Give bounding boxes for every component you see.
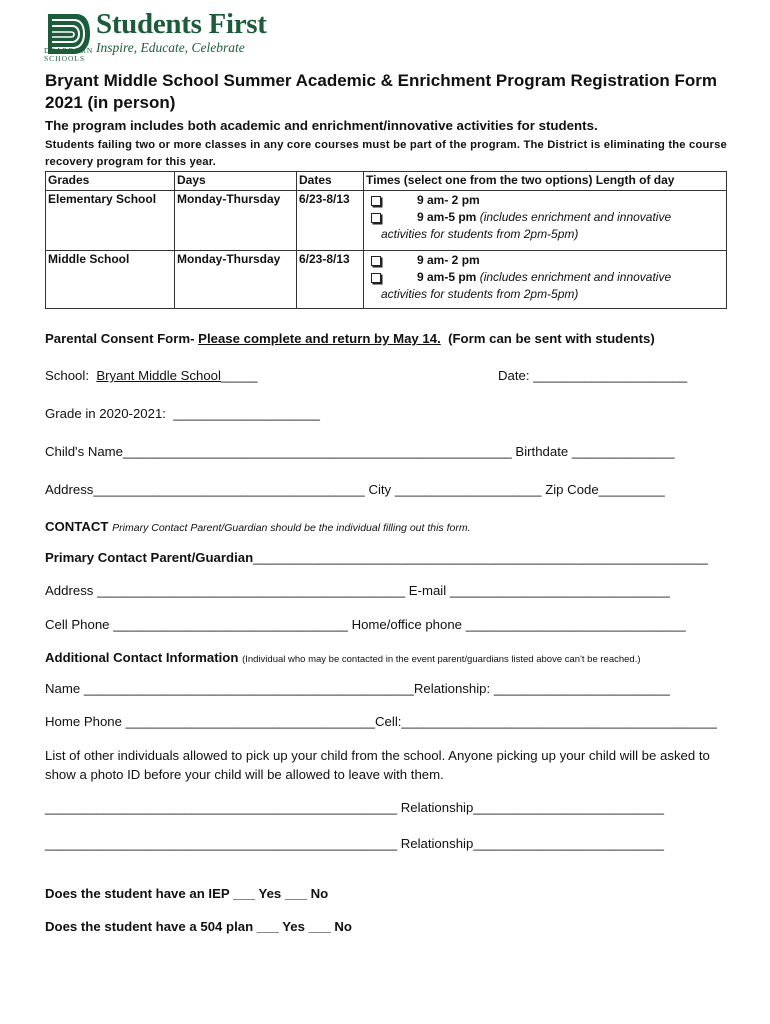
time-option-checkbox[interactable] bbox=[371, 213, 381, 223]
table-row bbox=[46, 191, 727, 251]
school-value: Bryant Middle School bbox=[96, 368, 221, 383]
additional-contact-heading: Additional Contact Information (Individual who may be contacted in the event parent/guardians listed above can't be reached.) bbox=[45, 650, 641, 665]
contact-phone-field[interactable]: Cell Phone ________________________________ Home/office phone ______________________________ bbox=[45, 617, 686, 632]
contact-heading: CONTACT Primary Contact Parent/Guardian should be the individual filling out this form. bbox=[45, 519, 471, 534]
row-grade: Middle School bbox=[46, 251, 175, 309]
row-times: 9 am- 2 pm 9 am-5 pm (includes enrichment and innovative activities for students from 2pm-5pm) bbox=[364, 251, 727, 309]
time-option-checkbox[interactable] bbox=[371, 196, 381, 206]
logo-title: Students First bbox=[96, 8, 267, 40]
row-dates: 6/23-8/13 bbox=[297, 191, 364, 251]
row-days: Monday-Thursday bbox=[175, 191, 297, 251]
form-title: Bryant Middle School Summer Academic & Enrichment Program Registration Form 2021 (in person) bbox=[45, 71, 717, 112]
time-option-checkbox[interactable] bbox=[371, 273, 381, 283]
row-days: Monday-Thursday bbox=[175, 251, 297, 309]
program-notice: Students failing two or more classes in any core courses must be part of the program. The District is eliminating the course recovery program for this year. bbox=[45, 139, 727, 168]
consent-heading: Parental Consent Form- Please complete and return by May 14. (Form can be sent with students) bbox=[45, 331, 655, 346]
pickup-person-field[interactable]: ________________________________________________ Relationship__________________________ bbox=[45, 800, 664, 815]
program-description: The program includes both academic and enrichment/innovative activities for students. bbox=[45, 118, 598, 133]
date-field[interactable]: Date: _____________________ bbox=[498, 368, 688, 383]
logo-tagline: Inspire, Educate, Celebrate bbox=[96, 40, 245, 55]
row-grade: Elementary School bbox=[46, 191, 175, 251]
iep-question[interactable]: Does the student have an IEP ___ Yes ___ No bbox=[45, 886, 329, 901]
address-field[interactable]: Address_____________________________________ City ____________________ Zip Code_________ bbox=[45, 482, 665, 497]
header-dates: Dates bbox=[297, 172, 364, 191]
header-grades: Grades bbox=[46, 172, 175, 191]
grade-field[interactable]: Grade in 2020-2021: ____________________ bbox=[45, 406, 320, 421]
header-times: Times (select one from the two options) Length of day bbox=[364, 172, 727, 191]
additional-phone-field[interactable]: Home Phone __________________________________Cell:___________________________________________ bbox=[45, 714, 717, 729]
pickup-person-field[interactable]: ________________________________________________ Relationship__________________________ bbox=[45, 836, 664, 851]
header-days: Days bbox=[175, 172, 297, 191]
primary-contact-field[interactable]: Primary Contact Parent/Guardian______________________________________________________________ bbox=[45, 550, 708, 565]
504-plan-question[interactable]: Does the student have a 504 plan ___ Yes ___ No bbox=[45, 919, 352, 934]
row-times: 9 am- 2 pm 9 am-5 pm (includes enrichment and innovative activities for students from 2pm-5pm) bbox=[364, 191, 727, 251]
pickup-instructions: List of other individuals allowed to pick up your child from the school. Anyone picking up your child will be asked to show a photo ID before your child will be allowed to leave with them. bbox=[45, 748, 710, 782]
schedule-table bbox=[45, 171, 727, 309]
table-row bbox=[46, 251, 727, 309]
row-dates: 6/23-8/13 bbox=[297, 251, 364, 309]
time-option-checkbox[interactable] bbox=[371, 256, 381, 266]
table-header-row bbox=[46, 172, 727, 191]
additional-name-field[interactable]: Name _____________________________________________Relationship: ________________________ bbox=[45, 681, 670, 696]
child-name-field[interactable]: Child's Name_____________________________________________________ Birthdate ______________ bbox=[45, 444, 675, 459]
contact-address-field[interactable]: Address __________________________________________ E-mail ______________________________ bbox=[45, 583, 670, 598]
school-field[interactable]: School: Bryant Middle School_____ bbox=[45, 368, 258, 383]
logo-org-name: DEARBORN SCHOOLS bbox=[44, 46, 94, 63]
